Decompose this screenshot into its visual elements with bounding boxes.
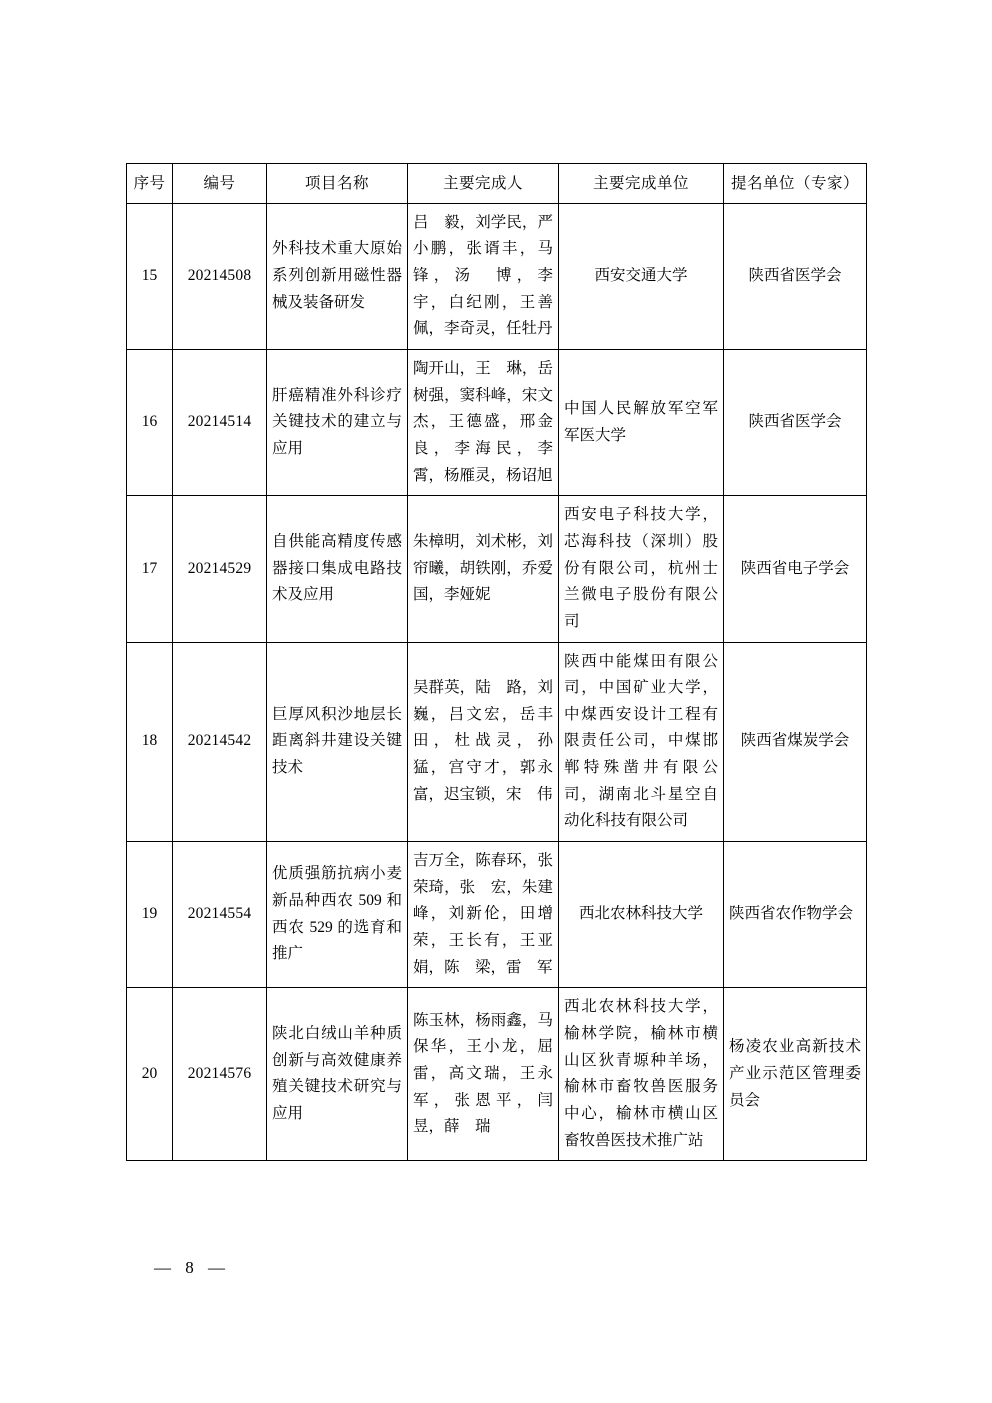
cell-project-name: 外科技术重大原始系列创新用磁性器械及装备研发 <box>267 203 408 349</box>
cell-contributors: 吉万全，陈春环，张荣琦，张 宏，朱建峰，刘新伦，田增荣，王长有，王亚娟，陈 梁，雷 军 <box>408 842 559 988</box>
cell-code: 20214542 <box>173 642 267 842</box>
cell-contributors: 吕 毅，刘学民，严小鹏，张谞丰，马 锋，汤 博，李 宇，白纪刚，王善佩，李奇灵，任牡丹 <box>408 203 559 349</box>
cell-organizations: 西安电子科技大学，芯海科技（深圳）股份有限公司，杭州士兰微电子股份有限公司 <box>559 496 724 642</box>
cell-nominator: 陕西省医学会 <box>724 203 867 349</box>
award-project-table-container <box>126 163 866 1161</box>
table-row <box>127 496 867 642</box>
cell-organizations: 中国人民解放军空军军医大学 <box>559 349 724 495</box>
cell-project-name: 优质强筋抗病小麦新品种西农 509 和西农 529 的选育和推广 <box>267 842 408 988</box>
table-row <box>127 203 867 349</box>
table-row <box>127 842 867 988</box>
cell-nominator: 陕西省煤炭学会 <box>724 642 867 842</box>
cell-code: 20214529 <box>173 496 267 642</box>
cell-nominator: 陕西省农作物学会 <box>724 842 867 988</box>
cell-contributors: 朱樟明，刘术彬，刘帘曦，胡铁刚，乔爱国，李娅妮 <box>408 496 559 642</box>
cell-project-name: 肝癌精准外科诊疗关键技术的建立与应用 <box>267 349 408 495</box>
cell-sequence: 18 <box>127 642 173 842</box>
table-row <box>127 988 867 1161</box>
page-number: — 8 — <box>154 1258 230 1277</box>
column-header-sequence: 序号 <box>127 164 173 204</box>
cell-nominator: 陕西省电子学会 <box>724 496 867 642</box>
award-project-table <box>126 163 867 1161</box>
cell-code: 20214554 <box>173 842 267 988</box>
column-header-code: 编号 <box>173 164 267 204</box>
cell-contributors: 陶开山，王 琳，岳树强，窦科峰，宋文杰，王德盛，邢金良，李海民，李 霄，杨雁灵，杨诏旭 <box>408 349 559 495</box>
column-header-nominating-unit: 提名单位（专家） <box>724 164 867 204</box>
cell-sequence: 16 <box>127 349 173 495</box>
table-row <box>127 349 867 495</box>
cell-sequence: 17 <box>127 496 173 642</box>
cell-nominator: 陕西省医学会 <box>724 349 867 495</box>
cell-code: 20214508 <box>173 203 267 349</box>
cell-project-name: 陕北白绒山羊种质创新与高效健康养殖关键技术研究与应用 <box>267 988 408 1161</box>
cell-contributors: 吴群英，陆 路，刘 巍，吕文宏，岳丰田，杜战灵，孙 猛，宫守才，郭永富，迟宝锁，宋 伟 <box>408 642 559 842</box>
column-header-project-name: 项目名称 <box>267 164 408 204</box>
cell-project-name: 自供能高精度传感器接口集成电路技术及应用 <box>267 496 408 642</box>
cell-sequence: 19 <box>127 842 173 988</box>
cell-sequence: 15 <box>127 203 173 349</box>
cell-organizations: 西北农林科技大学，榆林学院，榆林市横山区狄青塬种羊场，榆林市畜牧兽医服务中心，榆林市横山区畜牧兽医技术推广站 <box>559 988 724 1161</box>
column-header-main-organizations: 主要完成单位 <box>559 164 724 204</box>
cell-organizations: 西北农林科技大学 <box>559 842 724 988</box>
cell-sequence: 20 <box>127 988 173 1161</box>
table-row <box>127 642 867 842</box>
cell-organizations: 陕西中能煤田有限公司，中国矿业大学，中煤西安设计工程有限责任公司，中煤邯郸特殊凿井有限公司，湖南北斗星空自动化科技有限公司 <box>559 642 724 842</box>
cell-project-name: 巨厚风积沙地层长距离斜井建设关键技术 <box>267 642 408 842</box>
cell-code: 20214514 <box>173 349 267 495</box>
cell-nominator: 杨凌农业高新技术产业示范区管理委员会 <box>724 988 867 1161</box>
cell-organizations: 西安交通大学 <box>559 203 724 349</box>
column-header-main-contributors: 主要完成人 <box>408 164 559 204</box>
cell-contributors: 陈玉林，杨雨鑫，马保华，王小龙，屈 雷，高文瑞，王永军，张恩平，闫 昱，薛 瑞 <box>408 988 559 1161</box>
cell-code: 20214576 <box>173 988 267 1161</box>
table-header-row <box>127 164 867 204</box>
page-footer <box>126 1258 866 1278</box>
